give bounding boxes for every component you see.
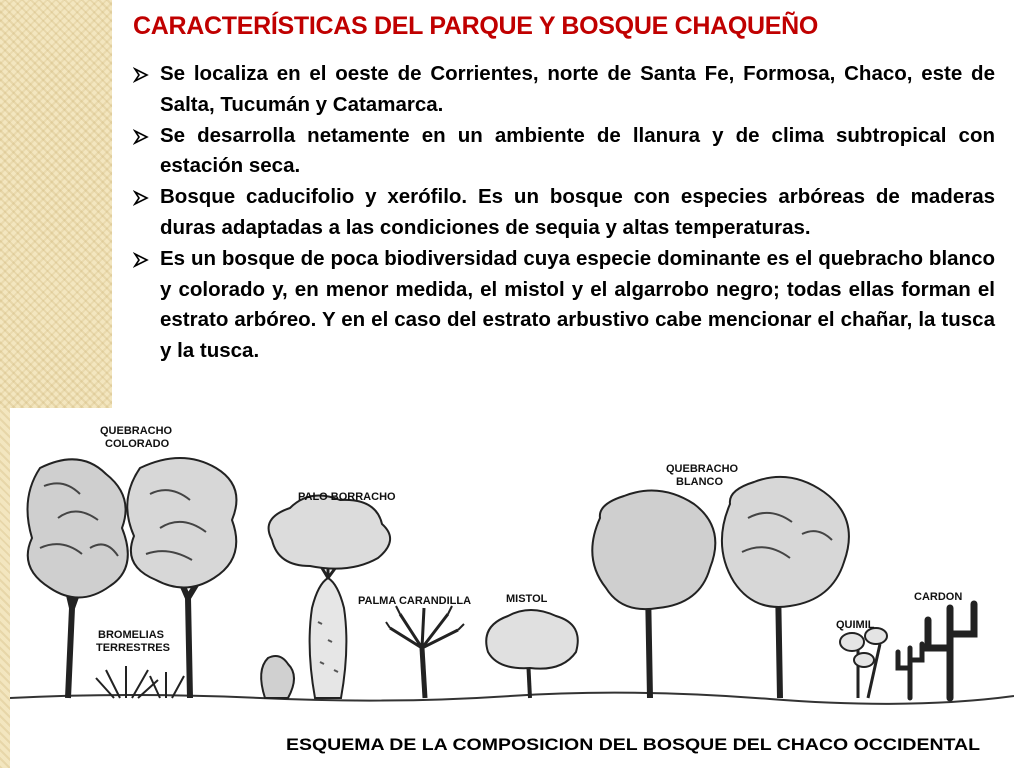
- arrow-bullet-icon: [133, 252, 149, 268]
- label-mistol: MISTOL: [506, 593, 548, 605]
- bullet-text: Se desarrolla netamente en un ambiente de llanura y de clima subtropical con estación seca.: [160, 123, 995, 178]
- label-quebracho-blanco-2: BLANCO: [676, 476, 724, 488]
- bullet-list: [133, 59, 995, 367]
- label-palo-borracho: PALO BORRACHO: [298, 491, 396, 503]
- label-palma-carandilla: PALMA CARANDILLA: [358, 595, 472, 607]
- bullet-text: Bosque caducifolio y xerófilo. Es un bosque con especies arbóreas de maderas duras adaptadas a las condiciones de sequia y altas temperaturas.: [160, 185, 995, 239]
- bullet-text: Es un bosque de poca biodiversidad cuya especie dominante es el quebracho blanco y colorado y, en menor medida, el mistol y el algarrobo negro; todas ellas forman el estrato arbóreo. Y en el caso del estrato arbustivo cabe mencionar el chañar, la tusca y la tusca.: [160, 246, 995, 363]
- label-cardon: CARDON: [914, 591, 963, 603]
- label-quebracho-colorado-2: COLORADO: [105, 438, 170, 450]
- label-quimil: QUIMIL: [836, 619, 875, 631]
- bullet-item-forest-type: [133, 182, 995, 244]
- chaco-forest-illustration: [10, 408, 1014, 768]
- bullet-item-biodiversity: [133, 244, 995, 367]
- decorative-side-strip-lower: [0, 408, 10, 768]
- arrow-bullet-icon: [133, 129, 149, 145]
- arrow-bullet-icon: [133, 190, 149, 206]
- label-quebracho-colorado-1: QUEBRACHO: [100, 425, 173, 437]
- label-bromelias-2: TERRESTRES: [96, 642, 170, 654]
- bullet-item-location: [133, 59, 995, 121]
- bullet-item-climate: [133, 121, 995, 183]
- illustration-caption: ESQUEMA DE LA COMPOSICION DEL BOSQUE DEL CHACO OCCIDENTAL: [286, 735, 980, 754]
- bullet-text: Se localiza en el oeste de Corrientes, norte de Santa Fe, Formosa, Chaco, este de Salta, Tucumán y Catamarca.: [160, 62, 995, 116]
- label-bromelias-1: BROMELIAS: [98, 629, 164, 641]
- slide-title: CARACTERÍSTICAS DEL PARQUE Y BOSQUE CHAQUEÑO: [133, 12, 819, 40]
- arrow-bullet-icon: [133, 67, 149, 83]
- label-quebracho-blanco-1: QUEBRACHO: [666, 463, 739, 475]
